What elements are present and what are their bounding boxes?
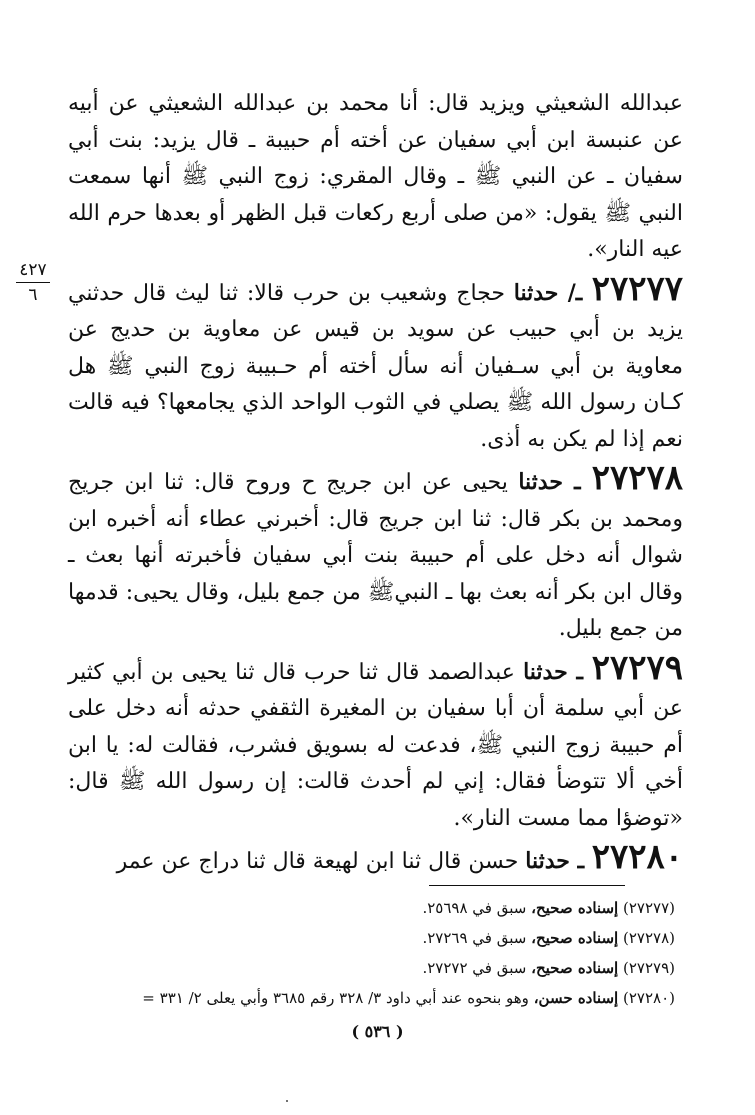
main-text	[68, 86, 683, 881]
hadith-number: ٢٧٢٧٧	[591, 268, 683, 309]
footnote-ref: (٢٧٢٧٩)	[622, 959, 675, 977]
hadith-separator: ـ/	[558, 279, 592, 306]
margin-ref-divider	[16, 282, 50, 283]
hadith-keyword: حدثنا	[525, 848, 570, 874]
footnote-grade: إسناده حسن،	[533, 989, 619, 1007]
hadith-27278	[68, 460, 683, 648]
footnotes	[35, 893, 675, 1013]
hadith-27277	[68, 268, 683, 459]
hadith-separator: ـ	[567, 658, 592, 685]
hadith-number: ٢٧٢٧٨	[591, 458, 684, 498]
footnote-ref: (٢٧٢٧٧)	[622, 899, 675, 917]
hadith-text: عبدالصمد قال ثنا حرب قال ثنا يحيى بن أبي كثير عن أبي سلمة أن أبا سفيان بن المغيرة الثقفي حدثه أنه دخل على أم حبيبة زوج النبي ﷺ، فدعت له بسويق فشرب، فقالت له: يا ابن أخي ألا تتوضأ فقال: إني لم أحدث قالت: إن رسول الله ﷺ قال: «توضؤا مما مست النار».	[68, 659, 683, 831]
footnote-ref: (٢٧٢٨٠)	[622, 989, 675, 1007]
footnote-text: سبق في ٢٥٦٩٨.	[422, 899, 532, 917]
footnote-grade: إسناده صحيح،	[531, 929, 619, 947]
hadith-number: ٢٧٢٧٩	[591, 647, 684, 688]
footnote-divider	[429, 885, 625, 886]
hadith-27280	[68, 839, 683, 881]
footnote-ref: (٢٧٢٧٨)	[622, 929, 675, 947]
hadith-text: يحيى عن ابن جريج ح وروح قال: ثنا ابن جريج ومحمد بن بكر قال: ثنا ابن جريج قال: أخبرني عطاء أنه أخبره ابن شوال أنه دخل على أم حبيبة بنت أبي سفيان فأخبرته أنها بعث ـ وقال ابن بكر أنه بعث بها ـ النبيﷺ من جمع بليل، وقال يحيى: قدمها من جمع بليل.	[68, 470, 683, 641]
footnote-grade: إسناده صحيح،	[531, 959, 619, 977]
hadith-keyword: حدثنا	[523, 658, 568, 685]
margin-ref-bottom: ٦	[28, 285, 38, 305]
footnote-text: سبق في ٢٧٢٧٢.	[422, 959, 532, 977]
scan-speck	[286, 1100, 288, 1102]
footnote-text: سبق في ٢٧٢٦٩.	[422, 929, 532, 947]
footnote-27277	[35, 893, 675, 923]
footnote-27279	[35, 953, 675, 983]
hadith-separator: ـ	[569, 848, 592, 874]
footnote-27280	[35, 983, 675, 1013]
hadith-separator: ـ	[562, 469, 592, 495]
hadith-keyword: حدثنا	[513, 279, 559, 306]
margin-ref-top: ٤٢٧	[19, 260, 47, 280]
intro-paragraph: عبدالله الشعيثي ويزيد قال: أنا محمد بن عبدالله الشعيثي عن أبيه عن عنبسة ابن أبي سفيان عن أخته أم حبيبة ـ قال يزيد: بنت أبي سفيان ـ عن النبي ﷺ ـ وقال المقري: زوج النبي ﷺ أنها سمعت النبي ﷺ يقول: «من صلى أربع ركعات قبل الظهر أو بعدها حرم الله عيه النار».	[68, 91, 683, 262]
margin-reference	[12, 260, 54, 305]
footnote-text: وهو بنحوه عند أبي داود ٣/ ٣٢٨ رقم ٣٦٨٥ وأبي يعلى ٢/ ٣٣١ =	[142, 989, 534, 1007]
footnote-grade: إسناده صحيح،	[531, 899, 619, 917]
page-number: ( ٥٣٦ )	[351, 1022, 404, 1041]
hadith-keyword: حدثنا	[518, 469, 563, 495]
hadith-27279	[68, 647, 684, 838]
hadith-text: حسن قال ثنا ابن لهيعة قال ثنا دراج عن عمر	[116, 849, 526, 874]
footnote-27278	[35, 923, 675, 953]
hadith-text: حجاج وشعيب بن حرب قالا: ثنا ليث قال حدثني يزيد بن أبي حبيب عن سويد بن قيس عن معاوية بن حديج عن معاوية بن أبي سـفيان أنه سأل أخته أم حـبيبة زوج النبي ﷺ هل كـان رسول الله ﷺ يصلي في الثوب الواحد الذي يجامعها؟ فيه قالت نعم إذا لم يكن به أذى.	[68, 280, 683, 452]
hadith-number: ٢٧٢٨٠	[591, 837, 683, 877]
